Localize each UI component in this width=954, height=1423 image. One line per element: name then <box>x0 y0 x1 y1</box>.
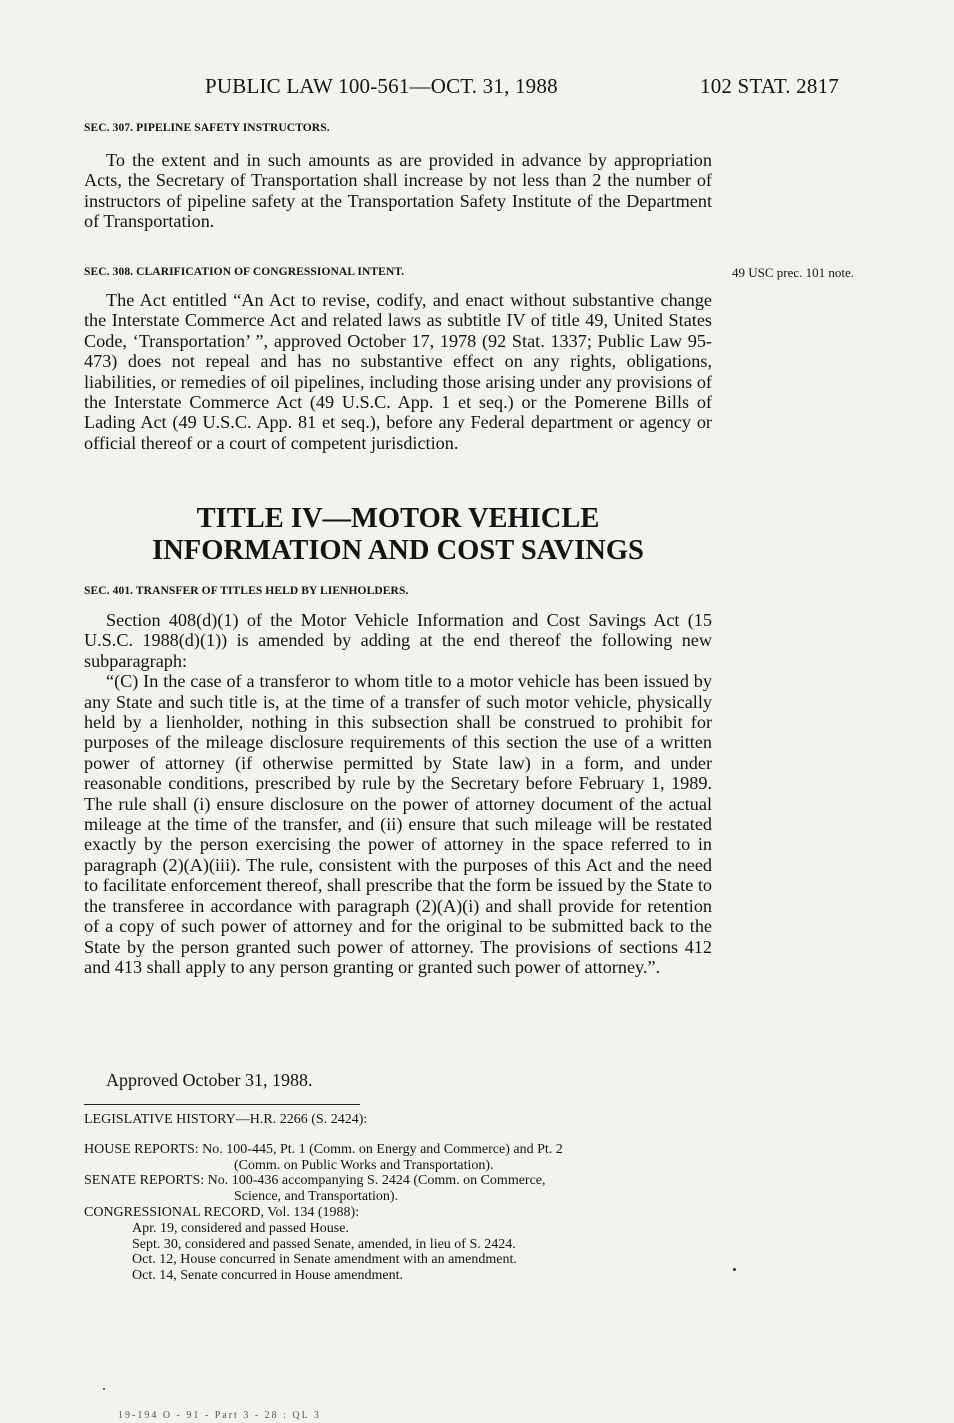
section-307 <box>84 122 712 134</box>
house-reports-line-1: HOUSE REPORTS: No. 100-445, Pt. 1 (Comm. on Energy and Commerce) and Pt. 2 <box>84 1141 563 1157</box>
divider-rule <box>84 1104 360 1105</box>
record-item: Oct. 12, House concurred in Senate amendment with an amendment. <box>132 1252 517 1268</box>
section-heading: SEC. 307. PIPELINE SAFETY INSTRUCTORS. <box>84 122 330 134</box>
running-head-stat-page: 102 STAT. 2817 <box>700 74 839 98</box>
legislative-history <box>84 1112 724 1284</box>
section-308-body-block <box>84 290 712 453</box>
record-item: Apr. 19, considered and passed House. <box>132 1220 349 1236</box>
footer-print-slug: 19-194 O - 91 - Part 3 - 28 : QL 3 <box>118 1410 321 1421</box>
scan-speck <box>733 1268 736 1271</box>
legislative-history-heading: LEGISLATIVE HISTORY—H.R. 2266 (S. 2424): <box>84 1112 368 1127</box>
section-body: The Act entitled “An Act to revise, codify, and enact without substantive change the Interstate Commerce Act and related laws as subtitle IV of title 49, United States Code, ‘Transportation’ ”, approved October 17, 1978 (92 Stat. 1337; Public Law 95-473) does not repeal and has no substantive effect on any rights, obligations, liabilities, or remedies of oil pipelines, including those arising under any provisions of the Interstate Commerce Act (49 U.S.C. App. 1 et seq.) or the Pomerene Bills of Lading Act (49 U.S.C. App. 81 et seq.), before any Federal department or agency or official thereof or a court of competent jurisdiction. <box>84 290 712 453</box>
title-line-1: TITLE IV—MOTOR VEHICLE <box>196 503 600 534</box>
section-308 <box>84 266 712 278</box>
record-item: Oct. 14, Senate concurred in House amendment. <box>132 1268 403 1284</box>
running-head-title: PUBLIC LAW 100-561—OCT. 31, 1988 <box>205 74 558 98</box>
congressional-record-heading: CONGRESSIONAL RECORD, Vol. 134 (1988): <box>84 1204 360 1220</box>
section-401 <box>84 585 712 597</box>
title-heading <box>84 503 712 567</box>
scan-speck <box>103 1388 105 1390</box>
section-body-amendment: “(C) In the case of a transferor to whom title to a motor vehicle has been issued by any State and such title is, at the time of a transfer of such motor vehicle, physically held by a lienholder, nothing in this subsection shall be construed to prohibit for purposes of the mileage disclosure requirements of this section the use of a written power of attorney (if otherwise permitted by State law) in a form, and under reasonable conditions, prescribed by rule by the Secretary before February 1, 1989. The rule shall (i) ensure disclosure on the power of attorney document of the actual mileage at the time of the transfer, and (ii) ensure that such mileage will be restated exactly by the person exercising the power of attorney in the space referred to in paragraph (2)(A)(iii). The rule, consistent with the purposes of this Act and the need to facilitate enforcement thereof, shall prescribe that the form be issued by the State to the transferee in accordance with paragraph (2)(A)(i) and shall provide for retention of a copy of such power of attorney and for the original to be submitted back to the State by the person granted such power of attorney. The provisions of sections 412 and 413 shall apply to any person granting or granted such power of attorney.”. <box>84 671 712 977</box>
record-item: Sept. 30, considered and passed Senate, amended, in lieu of S. 2424. <box>132 1236 516 1252</box>
section-307-body-block <box>84 150 712 232</box>
margin-note: 49 USC prec. 101 note. <box>732 265 855 280</box>
title-line-2: INFORMATION AND COST SAVINGS <box>152 535 644 566</box>
senate-reports-line-1: SENATE REPORTS: No. 100-436 accompanying S. 2424 (Comm. on Commerce, <box>84 1173 546 1189</box>
section-body: To the extent and in such amounts as are provided in advance by appropriation Acts, the Secretary of Transportation shall increase by not less than 2 the number of instructors of pipeline safety at the Transportation Safety Institute of the Department of Transportation. <box>84 150 712 232</box>
section-body-intro: Section 408(d)(1) of the Motor Vehicle Information and Cost Savings Act (15 U.S.C. 1988(d)(1)) is amended by adding at the end thereof the following new subparagraph: <box>84 610 712 671</box>
house-reports-line-2: (Comm. on Public Works and Transportation). <box>234 1157 494 1173</box>
section-401-body-block <box>84 610 712 977</box>
senate-reports-line-2: Science, and Transportation). <box>234 1189 399 1205</box>
approval-date: Approved October 31, 1988. <box>106 1070 313 1090</box>
section-heading: SEC. 308. CLARIFICATION OF CONGRESSIONAL INTENT. <box>84 266 405 278</box>
section-heading: SEC. 401. TRANSFER OF TITLES HELD BY LIENHOLDERS. <box>84 585 409 597</box>
